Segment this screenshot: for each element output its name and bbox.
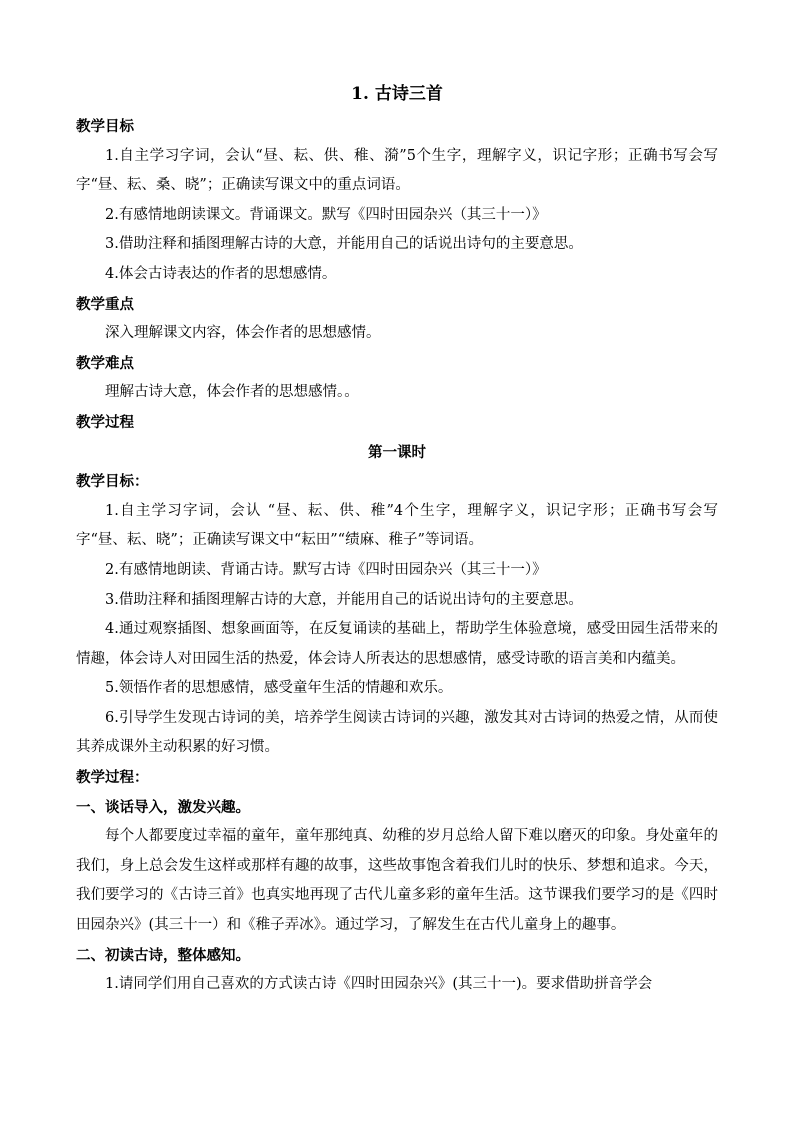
focus-heading: 教学重点 [76, 295, 134, 313]
process-heading: 教学过程 [76, 413, 134, 431]
objectives-heading: 教学目标 [76, 118, 134, 135]
difficulty-text: 理解古诗大意，体会作者的思想感情。。 [105, 384, 359, 401]
lesson-objective-item: 6.引导学生发现古诗词的美，培养学生阅读古诗词的兴趣，激发其对古诗词的热爱之情，从而使其养成课外主动积累的好习惯。 [76, 709, 718, 756]
lesson-objective-item: 1.自主学习字词，会认 “昼、耘、供、稚”4个生字，理解字义，识记字形；正确书写会写字“昼、耘、晓”；正确读写课文中“耘田”“绩麻、稚子”等词语。 [76, 502, 718, 549]
section2-text: 1.请同学们用自己喜欢的方式读古诗《四时田园杂兴》(其三十一)。要求借助拼音学会 [105, 976, 653, 993]
lesson-objectives-heading: 教学目标： [76, 473, 149, 491]
section1-text: 每个人都要度过幸福的童年，童年那纯真、幼稚的岁月总给人留下难以磨灭的印象。身处童年的我们，身上总会发生这样或那样有趣的故事，这些故事饱含着我们儿时的快乐、梦想和追求。今天，我们要学习的《古诗三首》也真实地再现了古代儿童多彩的童年生活。这节课我们要学习的是《四时田园杂兴》(其三十一）和《稚子弄冰》。通过学习，了解发生在古代儿童身上的趣事。 [76, 828, 718, 934]
section1-heading: 一、谈话导入，激发兴趣。 [76, 798, 250, 816]
lesson-process-heading: 教学过程： [76, 769, 149, 787]
objective-item: 2.有感情地朗读课文。背诵课文。默写《四时田园杂兴（其三十一）》 [105, 206, 547, 223]
lesson-objective-item: 4.通过观察插图、想象画面等，在反复诵读的基础上，帮助学生体验意境，感受田园生活带来的情趣，体会诗人对田园生活的热爱，体会诗人所表达的思想感情，感受诗歌的语言美和内蕴美。 [76, 621, 718, 667]
objective-item: 3.借助注释和插图理解古诗的大意，并能用自己的话说出诗句的主要意思。 [105, 236, 583, 253]
document-body [76, 78, 718, 1000]
section2-heading: 二、初读古诗，整体感知。 [76, 946, 250, 964]
focus-text: 深入理解课文内容，体会作者的思想感情。 [105, 325, 381, 342]
objective-item: 1.自主学习字词，会认“昼、耘、供、稚、漪”5个生字，理解字义，识记字形；正确书写会写字“昼、耘、桑、晓”；正确读写课文中的重点词语。 [76, 147, 718, 194]
objective-item: 4.体会古诗表达的作者的思想感情。 [105, 265, 337, 282]
lesson-title: 第一课时 [368, 443, 426, 461]
lesson-objective-item: 3.借助注释和插图理解古诗的大意，并能用自己的话说出诗句的主要意思。 [105, 591, 583, 608]
difficulty-heading: 教学难点 [76, 354, 134, 372]
document-title: 1. 古诗三首 [351, 84, 443, 104]
lesson-objective-item: 5.领悟作者的思想感情，感受童年生活的情趣和欢乐。 [105, 680, 453, 697]
lesson-objective-item: 2.有感情地朗读、背诵古诗。默写古诗《四时田园杂兴（其三十一）》 [105, 561, 547, 578]
